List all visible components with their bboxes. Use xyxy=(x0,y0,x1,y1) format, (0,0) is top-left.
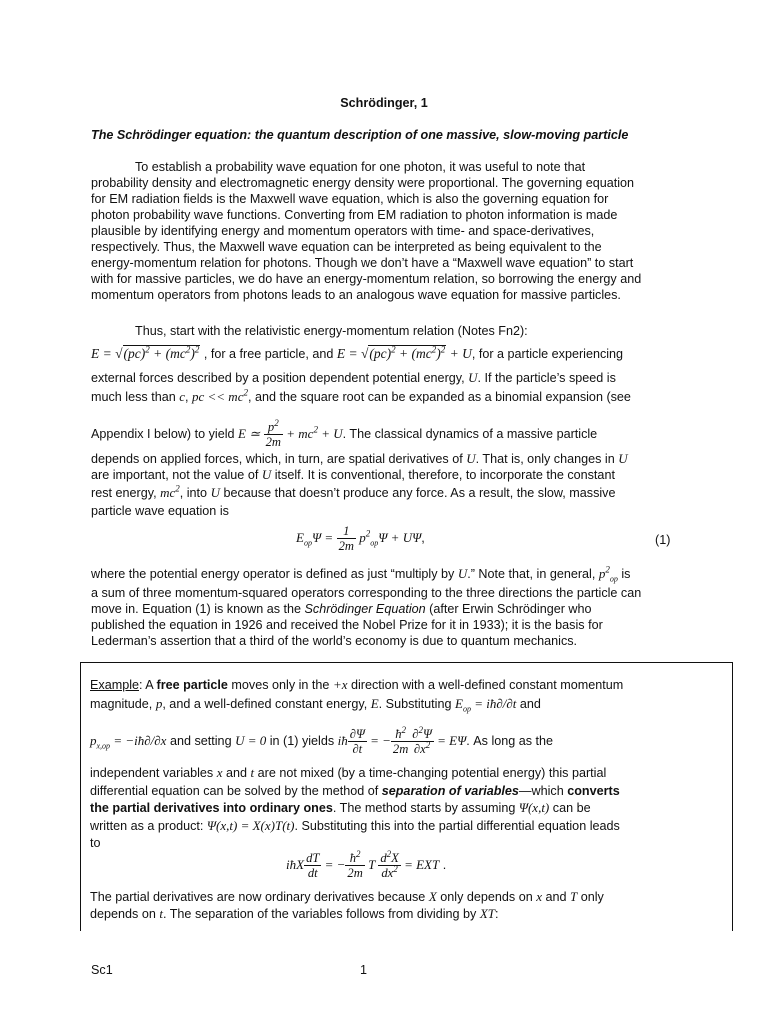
example-line-5: differential equation can be solved by the method of separation of variables—which converts xyxy=(90,784,620,798)
paragraph-1-line-6: respectively. Thus, the Maxwell wave equation can be interpreted as being equivalent to the xyxy=(91,240,602,254)
paragraph-1-line-7: energy-momentum relation for photons. Though we don’t have a “Maxwell wave equation” to start xyxy=(91,256,634,270)
equation-free-particle: $E = √(pc)^2 + (mc^2)^2$ xyxy=(91,344,200,361)
paragraph-3-line-5: Lederman’s assertion that a third of the world’s economy is due to quantum mechanics. xyxy=(91,634,578,648)
page-title: Schrödinger, 1 xyxy=(340,96,428,110)
paragraph-2-line-6: depends on applied forces, which, in turn, are spatial derivatives of U. That is, only changes in U xyxy=(91,451,628,466)
paragraph-2-equation-line: $E = √(pc)^2 + (mc^2)^2$ , for a free particle, and $E = √(pc)^2 + (mc^2)^2 + U$, for a particle experiencing xyxy=(91,344,624,361)
paragraph-3-line-1: where the potential energy operator is defined as just “multiply by U.” Note that, in general, $p^2_{op}$ is xyxy=(91,564,631,584)
example-line-10: depends on t. The separation of the variables follows from dividing by XT: xyxy=(90,906,499,921)
equation-with-potential: $E = √(pc)^2 + (mc^2)^2 + U$ xyxy=(336,344,472,361)
paragraph-3-line-4: published the equation in 1926 and received the Nobel Prize for it in 1933); it is the basis for xyxy=(91,618,603,632)
paragraph-2-line-5: Appendix I below) to yield E ≃ $\frac{p^2}{2m}$ + $mc^2 + U$. The classical dynamics of a massive particle xyxy=(91,417,598,449)
section-subtitle: The Schrödinger equation: the quantum description of one massive, slow-moving particle xyxy=(91,128,629,142)
example-line-6: the partial derivatives into ordinary ones. The method starts by assuming Ψ(x,t) can be xyxy=(90,800,591,815)
paragraph-1-line-4: photon probability wave functions. Converting from EM radiation to photon information is made xyxy=(91,208,618,222)
example-line-4: independent variables x and t are not mixed (by a time-changing potential energy) this partial xyxy=(90,765,607,780)
example-line-9: The partial derivatives are now ordinary derivatives because X only depends on x and T only xyxy=(90,889,604,904)
paragraph-2-line-9: particle wave equation is xyxy=(91,504,229,518)
paragraph-2-line-4: much less than c, pc << $mc^2$, and the square root can be expanded as a binomial expansion (see xyxy=(91,387,631,404)
paragraph-3-line-2: a sum of three momentum-squared operators corresponding to the three directions the particle can xyxy=(91,586,642,600)
example-label: Example xyxy=(90,678,139,692)
equation-1: $E_{op}\Psi$ = $\frac{1}{2m}$ $p^2_{op}\Psi + U\Psi$, xyxy=(296,524,425,553)
example-line-2: magnitude, p, and a well-defined constant energy, E. Substituting $E_{op}$ = iħ∂/∂t and xyxy=(90,696,541,714)
example-line-8: to xyxy=(90,836,101,850)
footer-label: Sc1 xyxy=(91,963,113,977)
paragraph-1-line-1: To establish a probability wave equation for one photon, it was useful to note that xyxy=(135,160,586,174)
fraction-p2-over-2m: $\frac{p^2}{2m}$ xyxy=(265,417,282,449)
example-line-3: $p_{x,op}$ = −iħ∂/∂x and setting U = 0 in (1) yields iħ $\frac{\partial\Psi}{\partial t}$ = − $\frac{ħ^2}{2m}$ $\frac{\partial^2\Psi}{\partial x^2}$ = EΨ. As long as the xyxy=(90,724,554,756)
paragraph-2-line-8: rest energy, $mc^2$, into U because that doesn’t produce any force. As a result, the slow, massive xyxy=(91,483,616,500)
example-line-1: Example: A free particle moves only in the +x direction with a well-defined constant momentum xyxy=(90,677,624,692)
paragraph-1-line-2: probability density and electromagnetic energy density were proportional. The governing equation xyxy=(91,176,635,190)
paragraph-1-line-3: for EM radiation fields is the Maxwell wave equation, which is also the governing equation for xyxy=(91,192,609,206)
paragraph-1-line-8: with for massive particles, we do have an energy-momentum relation, so borrowing the energy and xyxy=(91,272,642,286)
page-number: 1 xyxy=(360,963,368,977)
example-line-7: written as a product: Ψ(x,t) = X(x)T(t). Substituting this into the partial differential equation leads xyxy=(90,818,620,833)
paragraph-3-line-3: move in. Equation (1) is known as the Schrödinger Equation (after Erwin Schrödinger who xyxy=(91,602,592,616)
example-box xyxy=(80,662,733,931)
example-separated-equation: iħX $\frac{dT}{dt}$ = − $\frac{ħ^2}{2m}$ T $\frac{d^2X}{dx^2}$ = EXT . xyxy=(286,848,447,880)
equation-1-number: (1) xyxy=(655,533,671,547)
paragraph-1-line-9: momentum operators from photons leads to an analogous wave equation for massive particles. xyxy=(91,288,621,302)
paragraph-2-line-7: are important, not the value of U itself. It is conventional, therefore, to incorporate the constant xyxy=(91,467,615,482)
paragraph-2-line-3: external forces described by a position dependent potential energy, U. If the particle’s speed is xyxy=(91,370,616,385)
paragraph-1-line-5: plausible by identifying energy and momentum operators with time- and space-derivatives, xyxy=(91,224,595,238)
paragraph-2-intro: Thus, start with the relativistic energy-momentum relation (Notes Fn2): xyxy=(135,324,528,338)
